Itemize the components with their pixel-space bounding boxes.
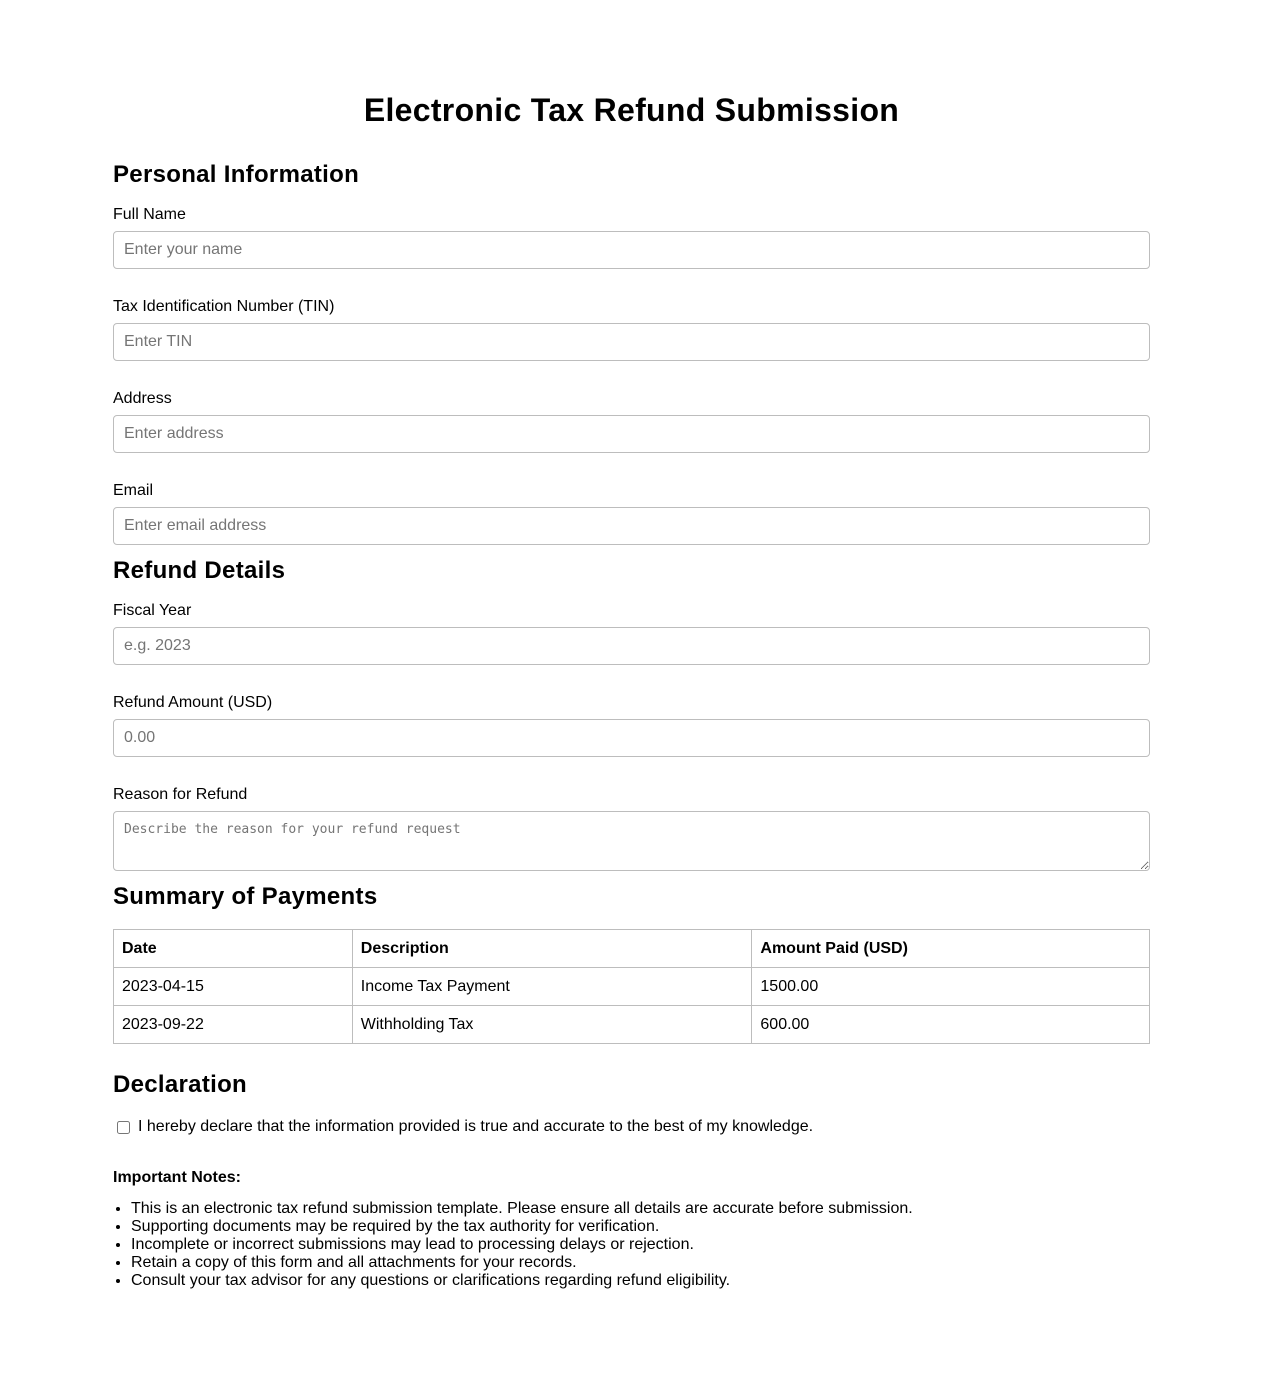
list-item: • Retain a copy of this form and all attachments for your records. xyxy=(131,1254,913,1272)
declaration-row[interactable] xyxy=(113,1117,813,1137)
column-header-date: Date xyxy=(114,930,353,968)
declaration-heading: Declaration xyxy=(113,1071,248,1098)
email-input[interactable] xyxy=(113,507,1150,545)
tin-input[interactable] xyxy=(113,323,1150,361)
page-title: Electronic Tax Refund Submission xyxy=(363,92,900,128)
table-row xyxy=(114,968,1150,1006)
cell-description: Income Tax Payment xyxy=(352,968,752,1006)
full-name-input[interactable] xyxy=(113,231,1150,269)
email-label: Email xyxy=(113,482,154,499)
full-name-label: Full Name xyxy=(113,206,186,223)
table-header-row xyxy=(114,930,1150,968)
column-header-amount: Amount Paid (USD) xyxy=(752,930,1150,968)
fiscal-year-input[interactable] xyxy=(113,627,1150,665)
notes-list xyxy=(113,1200,913,1290)
refund-reason-textarea[interactable] xyxy=(113,811,1150,871)
payments-table xyxy=(113,929,1150,1044)
fiscal-year-label: Fiscal Year xyxy=(113,602,192,619)
declaration-checkbox[interactable] xyxy=(117,1121,130,1134)
refund-amount-input[interactable] xyxy=(113,719,1150,757)
list-item: • This is an electronic tax refund submission template. Please ensure all details are accurate before submission. xyxy=(131,1200,913,1218)
list-item: • Supporting documents may be required by the tax authority for verification. xyxy=(131,1218,913,1236)
notes-title: Important Notes: xyxy=(113,1169,241,1186)
table-row xyxy=(114,1006,1150,1044)
refund-reason-label: Reason for Refund xyxy=(113,786,248,803)
cell-date: 2023-04-15 xyxy=(114,968,353,1006)
refund-amount-label: Refund Amount (USD) xyxy=(113,694,273,711)
tin-label: Tax Identification Number (TIN) xyxy=(113,298,335,315)
address-label: Address xyxy=(113,390,172,407)
cell-date: 2023-09-22 xyxy=(114,1006,353,1044)
list-item: • Incomplete or incorrect submissions may lead to processing delays or rejection. xyxy=(131,1236,913,1254)
personal-info-heading: Personal Information xyxy=(113,161,360,188)
cell-description: Withholding Tax xyxy=(352,1006,752,1044)
refund-details-heading: Refund Details xyxy=(113,557,286,584)
list-item: • Consult your tax advisor for any questions or clarifications regarding refund eligibility. xyxy=(131,1272,913,1290)
declaration-text: I hereby declare that the information provided is true and accurate to the best of my knowledge. xyxy=(138,1118,814,1135)
cell-amount: 600.00 xyxy=(752,1006,1150,1044)
cell-amount: 1500.00 xyxy=(752,968,1150,1006)
payments-heading: Summary of Payments xyxy=(113,883,378,910)
address-input[interactable] xyxy=(113,415,1150,453)
column-header-description: Description xyxy=(352,930,752,968)
